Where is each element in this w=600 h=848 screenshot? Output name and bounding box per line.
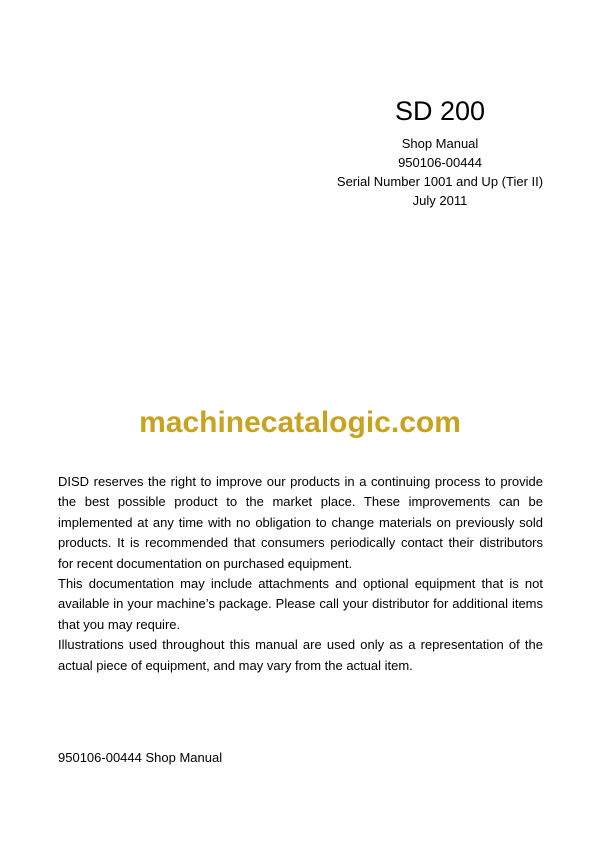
- document-title: SD 200: [394, 96, 486, 126]
- disclaimer-paragraph-2: This documentation may include attachments and optional equipment that is not available in your machine’s package. Please call your distributor for additional items that you may require.: [58, 576, 543, 632]
- disclaimer-paragraph-3: Illustrations used throughout this manual are used only as a representation of the actual piece of equipment, and may vary from the actual item.: [58, 637, 543, 673]
- footer-text: 950106-00444 Shop Manual: [58, 750, 223, 765]
- document-subtitle: Shop Manual: [401, 136, 479, 151]
- disclaimer-block: [58, 472, 543, 676]
- title-block: [320, 96, 560, 210]
- disclaimer-paragraph-1: DISD reserves the right to improve our products in a continuing process to provide the best possible product to the market place. These improvements can be implemented at any time with no obligation to change materials on previously sold products. It is recommended that consumers periodically contact their distributors for recent documentation on purchased equipment.: [58, 474, 543, 571]
- publication-date: July 2011: [412, 193, 468, 208]
- serial-range: Serial Number 1001 and Up (Tier II): [336, 174, 544, 189]
- part-number: 950106-00444: [398, 155, 482, 170]
- watermark-text: machinecatalogic.com: [139, 406, 461, 439]
